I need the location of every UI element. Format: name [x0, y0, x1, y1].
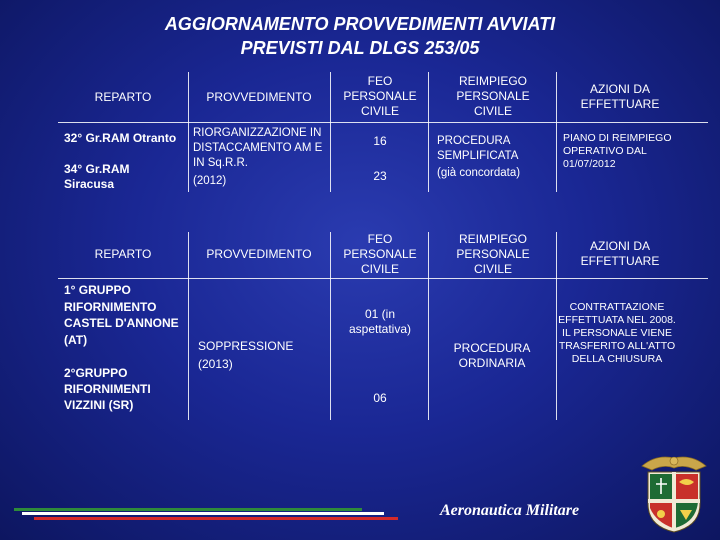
table2-header-reparto: REPARTO [94, 247, 152, 261]
title-line-2: PREVISTI DAL DLGS 253/05 [240, 38, 480, 58]
footer-stripe-green [14, 508, 362, 511]
table1-azioni: PIANO DI REIMPIEGO OPERATIVO DAL 01/07/2012 [563, 132, 672, 170]
aeronautica-militare-crest-icon [636, 448, 712, 534]
footer-stripe-red [34, 517, 398, 520]
table1-feo-2: 23 [373, 169, 387, 183]
table1-reparto-2: 34° Gr.RAM Siracusa [64, 162, 130, 191]
footer-stripe-white [22, 512, 384, 515]
table2-feo-1: 01 (in aspettativa) [348, 307, 412, 336]
table1-provvedimento-year: (2012) [193, 175, 227, 187]
table2-header-azioni: AZIONI DA EFFETTUARE [580, 239, 660, 268]
table1-feo-1: 16 [373, 134, 387, 148]
table1-reimpiego: PROCEDURA SEMPLIFICATA [437, 135, 519, 162]
table1-reparto-1: 32° Gr.RAM Otranto [64, 131, 177, 145]
table2-header-reimpiego: REIMPIEGO PERSONALE CIVILE [456, 232, 530, 276]
table1-header-feo: FEO PERSONALE CIVILE [343, 74, 417, 118]
table2-azioni: CONTRATTAZIONE EFFETTUATA NEL 2008. IL PERSONALE VIENE TRASFERITO ALL'ATTO DELLA CHIUSURA [558, 301, 676, 365]
table2-header-provvedimento: PROVVEDIMENTO [206, 247, 312, 261]
table2-reimpiego: PROCEDURA ORDINARIA [453, 341, 531, 370]
table2-provvedimento: SOPPRESSIONE [198, 339, 294, 353]
table1-header-reparto: REPARTO [94, 90, 152, 104]
table2-reparto-2: 2°GRUPPO RIFORNIMENTI VIZZINI (SR) [64, 366, 151, 412]
table1-header-provvedimento: PROVVEDIMENTO [206, 90, 312, 104]
brand-label: Aeronautica Militare [440, 502, 580, 519]
table2-header-feo: FEO PERSONALE CIVILE [343, 232, 417, 276]
table1-header-azioni: AZIONI DA EFFETTUARE [580, 82, 660, 111]
table2-reparto-1: 1° GRUPPO RIFORNIMENTO CASTEL D'ANNONE (AT) [64, 283, 179, 347]
table1-header-reimpiego: REIMPIEGO PERSONALE CIVILE [456, 74, 530, 118]
table1-provvedimento: RIORGANIZZAZIONE IN DISTACCAMENTO AM E IN Sq.R.R. [193, 127, 323, 169]
title-line-1: AGGIORNAMENTO PROVVEDIMENTI AVVIATI [164, 14, 556, 34]
table1-reimpiego-note: (già concordata) [437, 167, 521, 179]
table2-provvedimento-year: (2013) [198, 357, 233, 371]
table2-feo-2: 06 [373, 391, 387, 405]
page-title [0, 12, 720, 60]
